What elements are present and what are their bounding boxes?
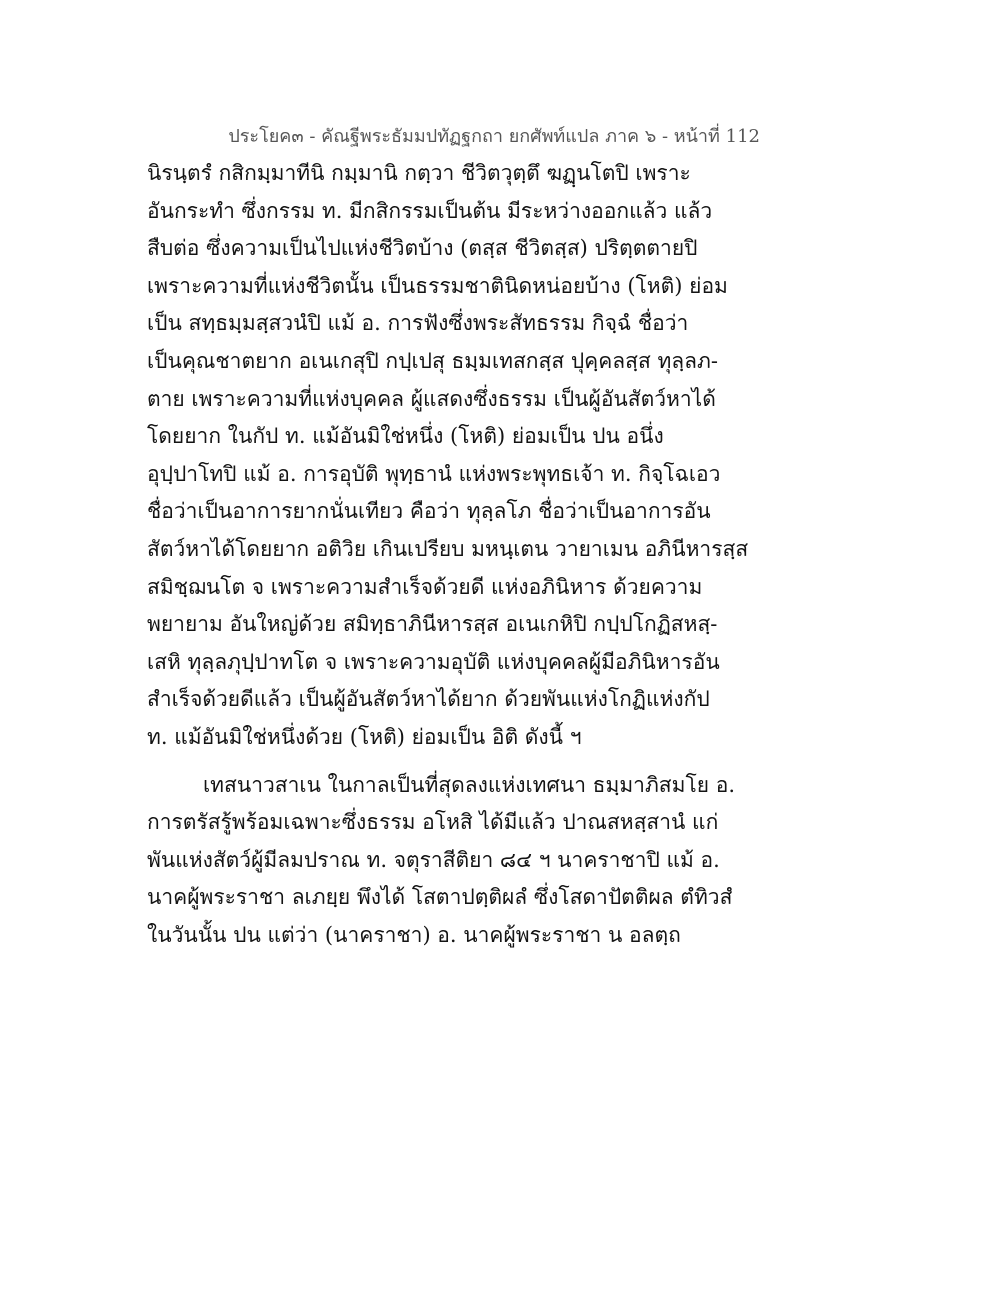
text-line: อันกระทำ ซึ่งกรรม ท. มีกสิกรรมเป็นต้น มีระหว่างออกแล้ว แล้ว — [147, 198, 713, 223]
text-line: สมิชฺฌนโต จ เพราะความสำเร็จด้วยดี แห่งอภินิหาร ด้วยความ — [147, 574, 703, 599]
body-text — [147, 155, 867, 954]
paragraph-2 — [147, 767, 867, 955]
text-line-indented: เทสนาวสาเน ในกาลเป็นที่สุดลงแห่งเทศนา ธมฺมาภิสมโย อ. — [203, 772, 736, 797]
text-line: เสหิ ทุลฺลภุปฺปาทโต จ เพราะความอุบัติ แห่งบุคคลผู้มีอภินิหารอัน — [147, 649, 720, 674]
text-line: นิรนฺตรํ กสิกมฺมาทีนิ กมฺมานิ กตฺวา ชีวิตวุตฺตึ ฆฏฺนโตปิ เพราะ — [147, 161, 691, 185]
text-line: โดยยาก ในกัป ท. แม้อันมิใช่หนึ่ง (โหติ) ย่อมเป็น ปน อนึ่ง — [147, 424, 664, 449]
text-line: ตาย เพราะความที่แห่งบุคคล ผู้แสดงซึ่งธรรม เป็นผู้อันสัตว์หาได้ — [147, 386, 716, 411]
text-line: ท. แม้อันมิใช่หนึ่งด้วย (โหติ) ย่อมเป็น อิติ ดังนี้ ฯ — [147, 724, 582, 749]
text-line: เป็น สทฺธมฺมสฺสวนํปิ แม้ อ. การฟังซึ่งพระสัทธรรม กิจฺฉํ ชื่อว่า — [147, 311, 689, 336]
text-line: การตรัสรู้พร้อมเฉพาะซึ่งธรรม อโหสิ ได้มีแล้ว ปาณสหสฺสานํ แก่ — [147, 810, 719, 835]
text-line: สัตว์หาได้โดยยาก อติวิย เกินเปรียบ มหนฺเตน วายาเมน อภินีหารสฺส — [147, 536, 749, 561]
text-line: นาคผู้พระราชา ลเภยฺย พึงได้ โสตาปตฺติผลํ ซึ่งโสดาปัตติผล ตํทิวสํ — [147, 885, 733, 910]
text-line: สืบต่อ ซึ่งความเป็นไปแห่งชีวิตบ้าง (ตสฺส ชีวิตสฺส) ปริตฺตตายปิ — [147, 236, 698, 261]
text-line: พันแห่งสัตว์ผู้มีลมปราณ ท. จตุราสีติยา ๘๔ ฯ นาคราชาปิ แม้ อ. — [147, 847, 720, 872]
text-line: เป็นคุณชาตยาก อเนเกสุปิ กปฺเปสุ ธมฺมเทสกสฺส ปุคฺคลสฺส ทุลฺลภ- — [147, 348, 718, 373]
paragraph-1 — [147, 155, 867, 757]
text-line: สำเร็จด้วยดีแล้ว เป็นผู้อันสัตว์หาได้ยาก ด้วยพันแห่งโกฏิแห่งกัป — [147, 687, 710, 712]
running-header: ประโยค๓ - คัณฐีพระธัมมปทัฏฐกถา ยกศัพท์แปล ภาค ๖ - หน้าที่ 112 — [228, 126, 760, 147]
text-line: ในวันนั้น ปน แต่ว่า (นาคราชา) อ. นาคผู้พระราชา น อลตฺถ — [147, 922, 681, 947]
text-line: พยายาม อันใหญ่ด้วย สมิทฺธาภินีหารสฺส อเนเกหิปิ กปฺปโกฏิสหสฺ- — [147, 612, 718, 637]
text-line: เพราะความที่แห่งชีวิตนั้น เป็นธรรมชาตินิดหน่อยบ้าง (โหติ) ย่อม — [147, 273, 728, 298]
paragraph-spacer — [147, 757, 867, 767]
text-line: อุปฺปาโทปิ แม้ อ. การอุบัติ พุทฺธานํ แห่งพระพุทธเจ้า ท. กิจฺโฉเอว — [147, 461, 721, 486]
text-line: ชื่อว่าเป็นอาการยากนั่นเทียว คือว่า ทุลฺลโภ ชื่อว่าเป็นอาการอัน — [147, 499, 711, 524]
